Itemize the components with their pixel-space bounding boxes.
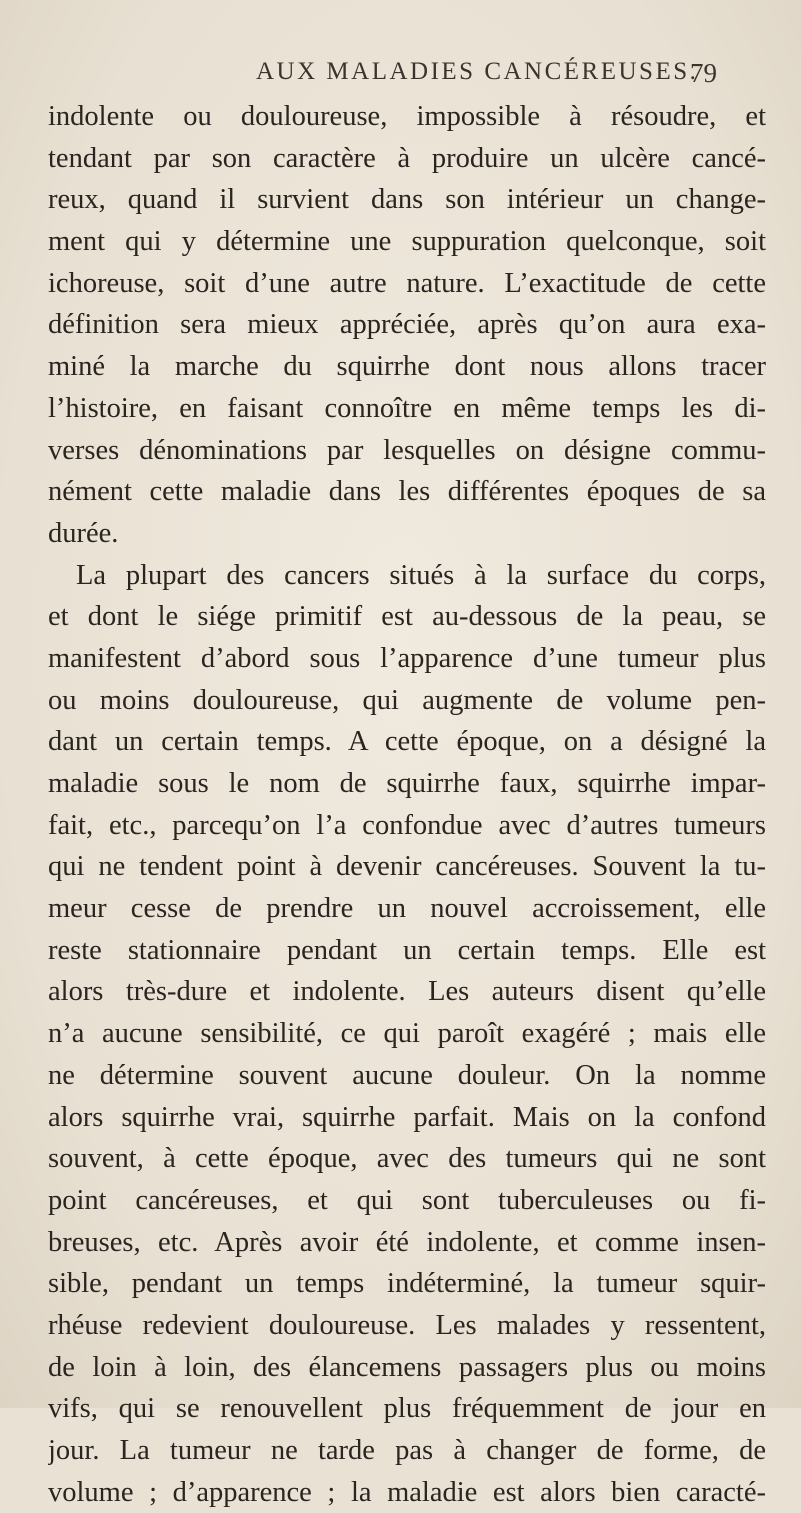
text-line: ment qui y détermine une suppuration quelconque, soit xyxy=(48,226,766,258)
text-line: dant un certain temps. A cette époque, on a désigné la xyxy=(48,726,766,758)
text-line: sible, pendant un temps indéterminé, la tumeur squir- xyxy=(48,1268,766,1300)
text-line: l’histoire, en faisant connoître en même temps les di- xyxy=(48,392,766,424)
text-line: n’a aucune sensibilité, ce qui paroît exagéré ; mais elle xyxy=(48,1018,766,1050)
text-line: breuses, etc. Après avoir été indolente, et comme insen- xyxy=(48,1226,766,1258)
text-line: ichoreuse, soit d’une autre nature. L’exactitude de cette xyxy=(48,267,766,299)
text-line: miné la marche du squirrhe dont nous allons tracer xyxy=(48,351,766,383)
text-line: de loin à loin, des élancemens passagers plus ou moins xyxy=(48,1351,766,1383)
text-line: souvent, à cette époque, avec des tumeurs qui ne sont xyxy=(48,1143,766,1175)
text-line: tendant par son caractère à produire un ulcère cancé- xyxy=(48,142,766,174)
page-number: 79 xyxy=(690,58,717,88)
text-line: ou moins douloureuse, qui augmente de volume pen- xyxy=(48,684,766,716)
text-line: qui ne tendent point à devenir cancéreuses. Souvent la tu- xyxy=(48,851,766,883)
running-head xyxy=(0,58,801,98)
text-line: point cancéreuses, et qui sont tuberculeuses ou fi- xyxy=(48,1184,766,1216)
paragraph-end-line: durée. xyxy=(48,517,119,549)
text-line: ne détermine souvent aucune douleur. On la nomme xyxy=(48,1059,766,1091)
text-line: alors squirrhe vrai, squirrhe parfait. Mais on la confond xyxy=(48,1101,766,1133)
text-line: et dont le siége primitif est au-dessous de la peau, se xyxy=(48,601,766,633)
text-line: reste stationnaire pendant un certain temps. Elle est xyxy=(48,934,766,966)
text-line: fait, etc., parcequ’on l’a confondue avec d’autres tumeurs xyxy=(48,809,766,841)
text-line: manifestent d’abord sous l’apparence d’une tumeur plus xyxy=(48,642,766,674)
text-line: rhéuse redevient douloureuse. Les malades y ressentent, xyxy=(48,1309,766,1341)
text-line: meur cesse de prendre un nouvel accroissement, elle xyxy=(48,893,766,925)
text-line: alors très-dure et indolente. Les auteurs disent qu’elle xyxy=(48,976,766,1008)
text-line: nément cette maladie dans les différentes époques de sa xyxy=(48,476,766,508)
text-line: volume ; d’apparence ; la maladie est alors bien caracté- xyxy=(48,1476,766,1508)
text-line: définition sera mieux appréciée, après qu’on aura exa- xyxy=(48,309,766,341)
running-title: AUX MALADIES CANCÉREUSES. xyxy=(256,58,699,85)
text-line: verses dénominations par lesquelles on désigne commu- xyxy=(48,434,766,466)
text-line: vifs, qui se renouvellent plus fréquemment de jour en xyxy=(48,1393,766,1425)
paragraph-start-line: La plupart des cancers situés à la surface du corps, xyxy=(76,559,766,591)
text-line: jour. La tumeur ne tarde pas à changer de forme, de xyxy=(48,1435,766,1466)
text-line: reux, quand il survient dans son intérieur un change- xyxy=(48,184,766,216)
body-text xyxy=(48,96,766,1513)
text-line: indolente ou douloureuse, impossible à résoudre, et xyxy=(48,101,766,132)
text-line: maladie sous le nom de squirrhe faux, squirrhe impar- xyxy=(48,768,766,799)
